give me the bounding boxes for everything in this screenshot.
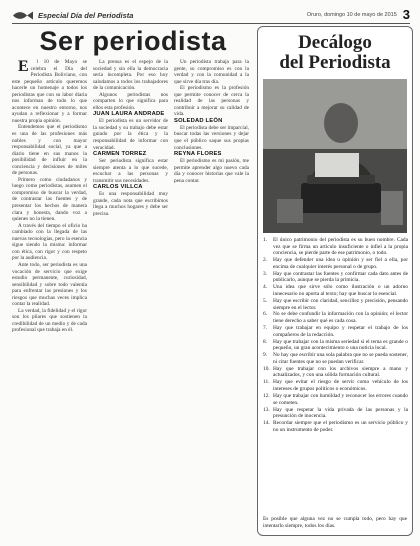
list-item: 6. No se debe confundir la información con la opinión; el lector tiene derecho a saber qué es cada cosa. [263, 311, 408, 325]
quote-paragraph: Es una responsabilidad muy grande, cada nota que escribimos llega a muchos hogares y debe ser precisa. [93, 191, 168, 217]
quote-paragraph: El periodista es un servidor de la sociedad y su trabajo debe estar guiado por la ética y la responsabilidad de informar con veracidad. [93, 118, 168, 151]
decalogue-photo [263, 79, 407, 233]
byline-juan: JUAN LAURA ANDRADE [93, 111, 165, 118]
byline-carmen: CARMEN TORREZ [93, 151, 147, 158]
quote-paragraph: El periodismo es mi pasión, me permite aprender algo nuevo cada día y conocer historias que vale la pena contar. [174, 158, 249, 184]
page-number: 3 [402, 7, 410, 22]
article-paragraph: La verdad, la fidelidad y el rigor son los pilares que sostienen la credibilidad de un medio y de cada profesional que trabaja en él. [12, 307, 87, 334]
byline-carlos: CARLOS VILLCA [93, 184, 143, 191]
article-column-3 [174, 59, 249, 539]
article-paragraph: La prensa es el espejo de la sociedad y sin ella la democracia sería incompleta. Por eso hoy saludamos a todos los trabajadores de la comunicación. [93, 59, 168, 92]
list-item: 5. Hay que escribir con claridad, sencillez y precisión, pensando siempre en el lector. [263, 297, 408, 311]
article-paragraph: Entendemos que el periodismo es una de las profesiones más nobles y con mayor responsabilidad social, ya que a diario tiene en sus manos la posibilidad de influir en la conciencia y decisiones de miles de personas. [12, 124, 87, 177]
article-paragraph: El periodismo es la profesión que permite conocer de cerca la realidad de las personas y contribuir a mejorar su calidad de vida. [174, 85, 249, 118]
quote-paragraph: Ser periodista significa estar siempre atenta a lo que sucede, escuchar a las personas y transmitir sus necesidades. [93, 158, 168, 184]
list-item: 12. Hay que trabajar con humildad y reconocer los errores cuando se cometen. [263, 392, 408, 406]
decalogue-box [257, 26, 413, 536]
quote-paragraph: El periodista debe ser imparcial, buscar todas las versiones y dejar que el público saque sus propias conclusiones. [174, 124, 249, 151]
article-paragraph: A través del tiempo el oficio ha cambiado con la llegada de las nuevas tecnologías, pero la esencia sigue siendo la misma: informar con ética, con rigor y con respeto por la audiencia. [12, 222, 87, 262]
list-item: 2. Hay que defender una idea u opinión y ser fiel a ella, por encima de cualquier interés personal o de grupo. [263, 257, 408, 270]
list-item: 10. Hay que trabajar con los archivos siempre a mano y actualizados, y con una sólida formación cultural. [263, 365, 408, 379]
drop-cap: E [18, 59, 29, 75]
list-item: 11. Hay que evitar el riesgo de servir como vehículo de los intereses de grupos políticos o económicos. [263, 379, 408, 392]
article-paragraph: Ante todo, ser periodista es una vocación de servicio que exige estudio permanente, curiosidad, sensibilidad y sobre todo valentía para enfrentar las presiones y los riesgos que muchas veces implica contar la realidad. [12, 261, 87, 308]
list-item: 4. Una idea que sirve sólo como ilustración o un adorno innecesario no aporta al texto; hay que buscar lo esencial. [263, 284, 408, 297]
decalogue-title: Decálogo del Periodista [279, 32, 391, 73]
pen-nib-icon [12, 10, 34, 21]
article-headline: Ser periodista [39, 26, 227, 56]
list-item: 9. No hay que escribir una sola palabra que no se pueda sostener, ni citar fuentes que no se puedan verificar. [263, 352, 408, 365]
decalogue-list [263, 237, 408, 434]
decalogue-closing: Es posible que alguna vez no se cumpla todo, pero hay que intentarlo siempre, todos los días. [263, 516, 407, 529]
byline-soledad: SOLEDAD LEÓN [174, 117, 223, 124]
list-item: 13. Hay que respetar la vida privada de las personas y la presunción de inocencia. [263, 406, 408, 420]
issue-date: Oruro, domingo 10 de mayo de 2015 [306, 12, 397, 18]
list-item: 3. Hay que contrastar las fuentes y confirmar cada dato antes de publicarlo, aunque se pierda la primicia. [263, 270, 408, 284]
article-column-2 [93, 59, 168, 539]
list-item: 7. Hay que trabajar en equipo y respetar el trabajo de los compañeros de la redacción. [263, 325, 408, 338]
article-paragraph: Algunos periodistas nos comparten lo que significa para ellos esta profesión. [93, 91, 168, 111]
section-title: Especial Día del Periodista [38, 10, 134, 20]
list-item: 8. Hay que trabajar con la misma seriedad si el tema es grande o pequeño, un gran acontecimiento o una noticia local. [263, 338, 408, 352]
journalist-at-typewriter-image [263, 79, 407, 233]
page-header [12, 7, 410, 24]
article-paragraph: Primero como ciudadanos y luego como periodistas, asumen el compromiso de buscar la verdad, de contrastar las fuentes y de presentar los hechos de manera clara y honesta, dando voz a quienes no la tienen. [12, 176, 87, 223]
article-paragraph: E l 10 de Mayo se celebra el Día del Periodista Boliviano, con este pequeño artículo queremos hacerle un homenaje a todos los periodistas que con su labor diaria nos informan de todo lo que acontece en nuestro entorno, nos ayudan a reflexionar y a formar nuestra propia opinión. [12, 59, 87, 124]
article-paragraph: Un periodista trabaja para la gente, su compromiso es con la verdad y con la comunidad a la que sirve día tras día. [174, 59, 249, 85]
byline-reyna: REYNA FLORES [174, 151, 222, 158]
list-item: 14. Recordar siempre que el periodismo es un servicio público y no un instrumento de poder. [263, 420, 408, 433]
list-item: 1. El único patrimonio del periodista es su buen nombre. Cada vez que se firma un artículo insuficiente o infiel a la propia conciencia, se pierde parte de ese patrimonio, o todo. [263, 237, 408, 257]
article-column-1 [12, 59, 87, 539]
